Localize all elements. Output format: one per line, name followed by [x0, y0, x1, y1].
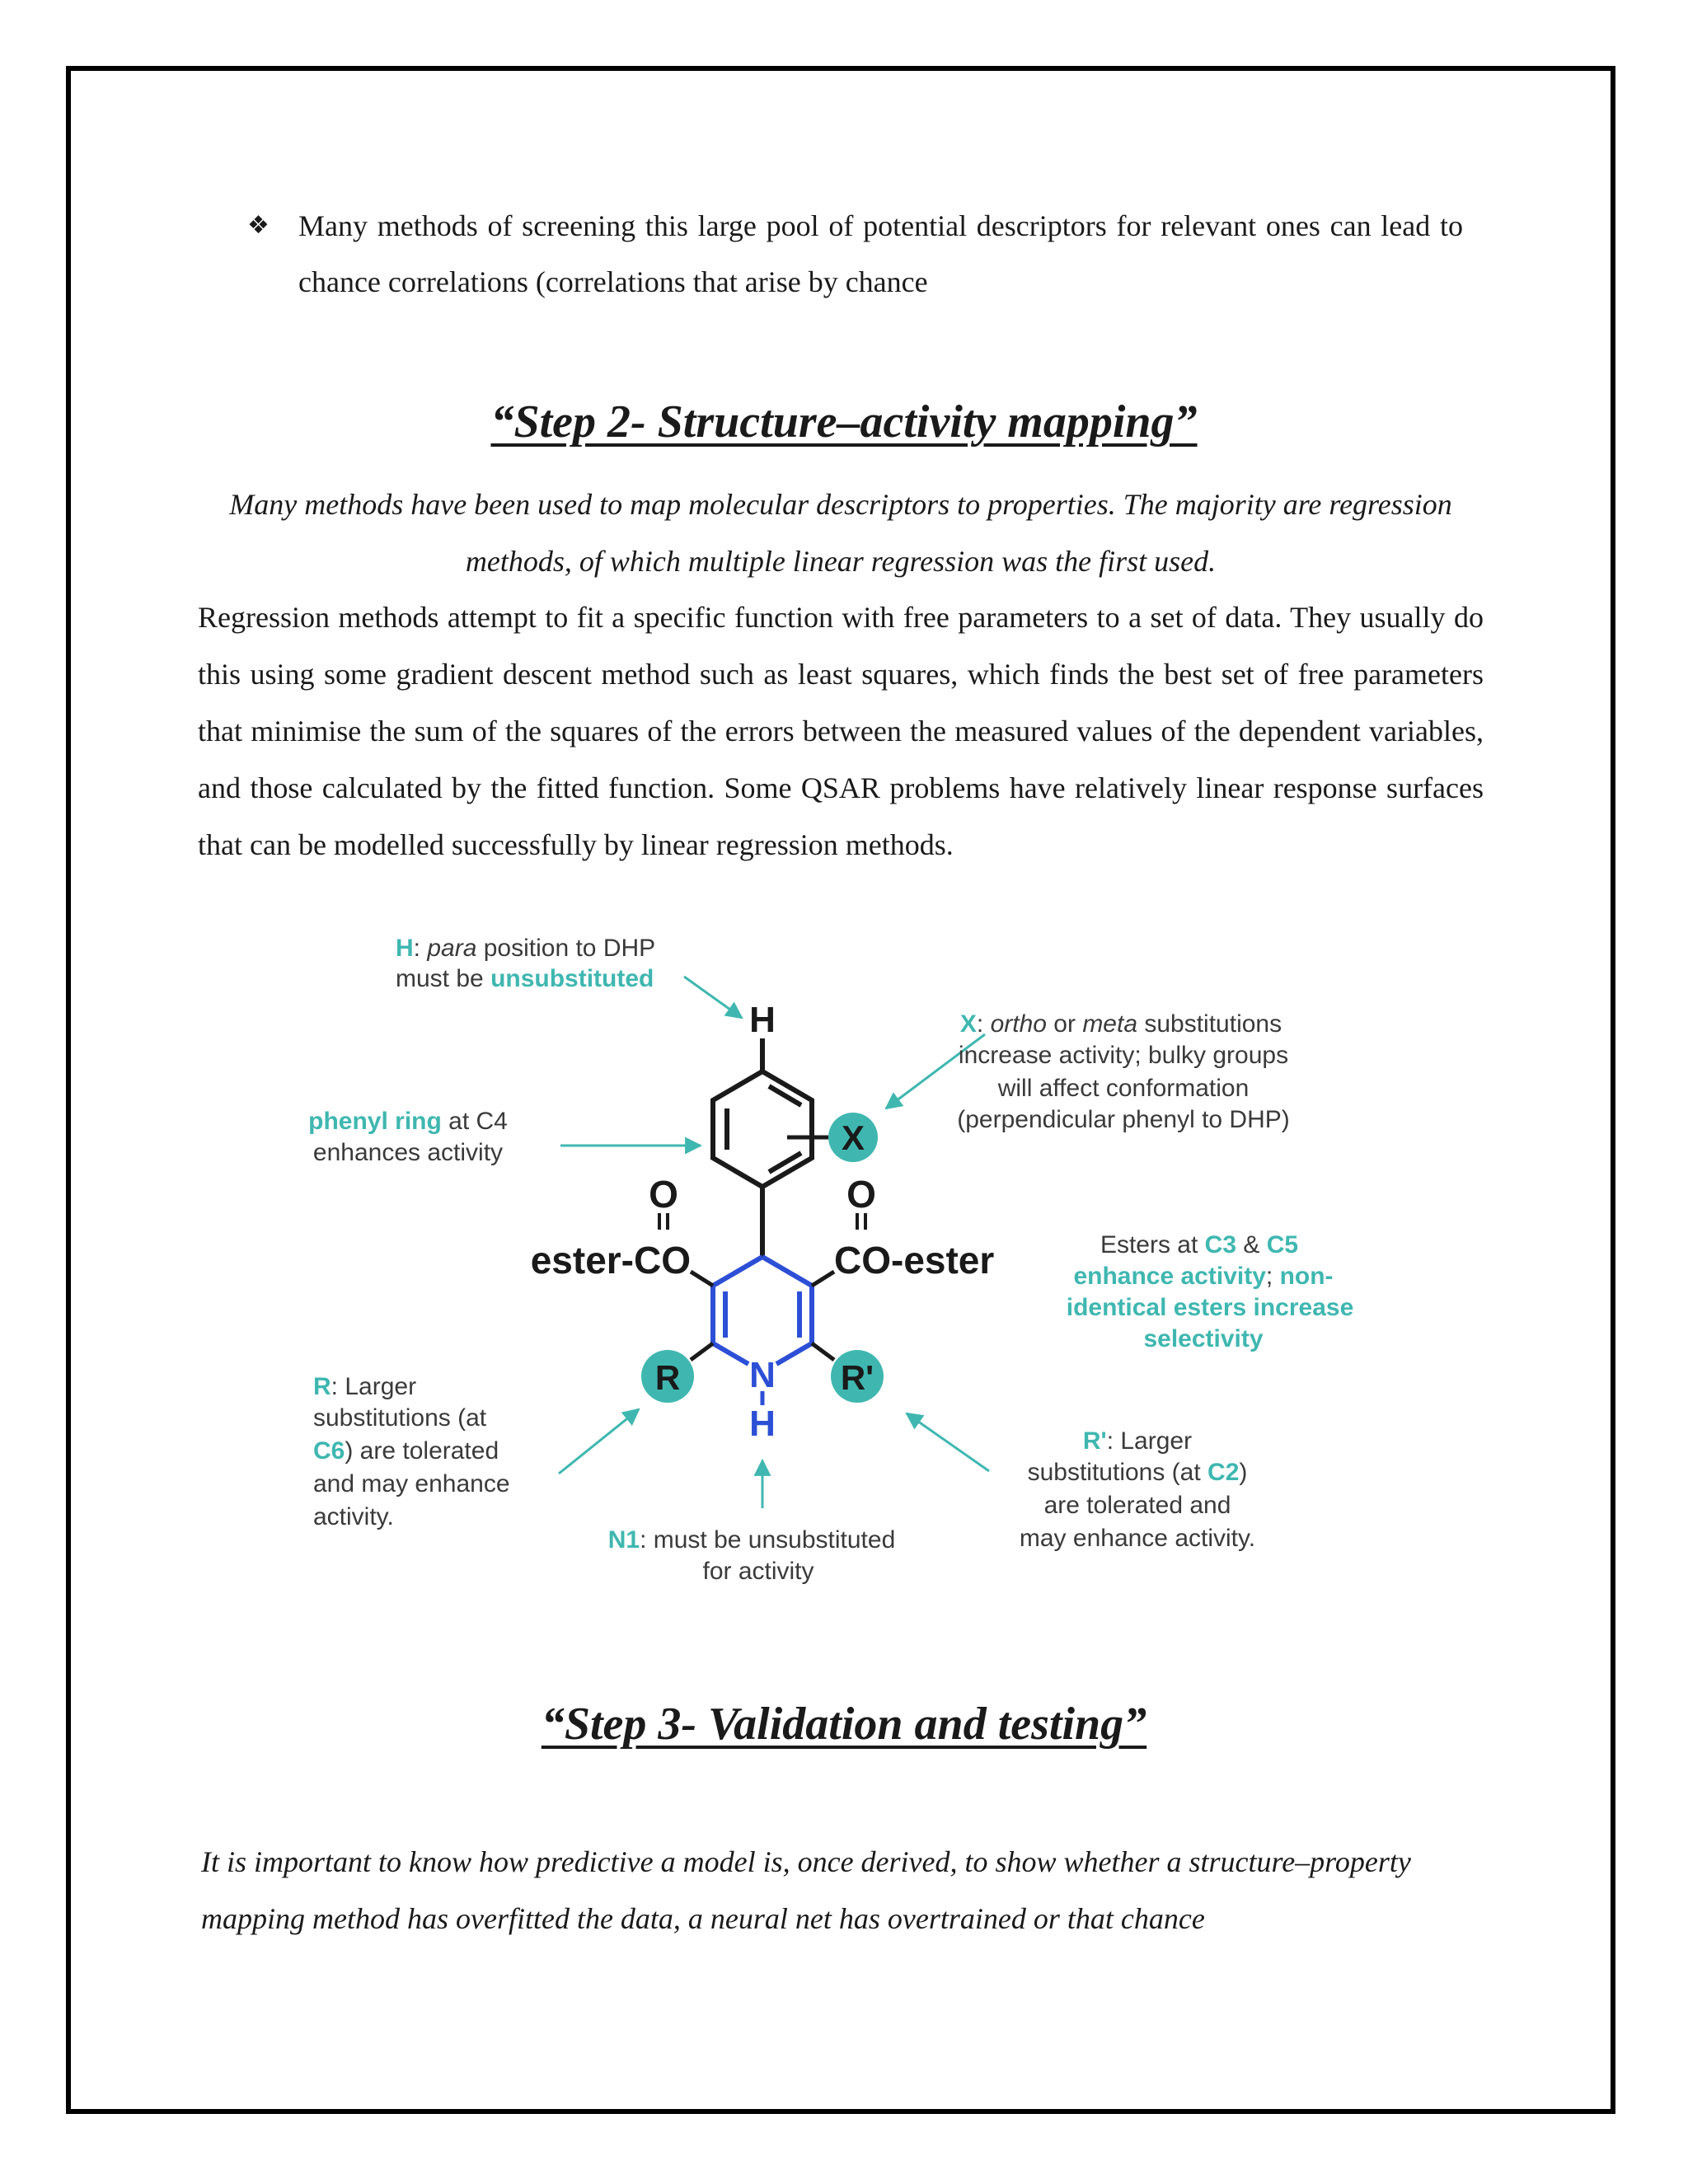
label-esters: Esters at C3 & C5 — [1100, 1231, 1299, 1258]
label-phenyl: phenyl ring at C4 — [308, 1108, 508, 1135]
ester-right-label: CO-ester — [834, 1239, 995, 1282]
diamond-bullet-icon: ❖ — [247, 211, 270, 240]
r-bond — [691, 1343, 713, 1360]
ester-right-bond — [812, 1272, 834, 1286]
label-r-line3: C6) are tolerated — [313, 1437, 499, 1465]
arrow-r — [559, 1409, 639, 1474]
label-x-line3: will affect conformation — [997, 1075, 1250, 1102]
dhp-sar-figure — [297, 931, 1401, 1615]
atom-h-top: H — [749, 1000, 776, 1040]
label-esters-line2: enhance activity; non- — [1073, 1263, 1334, 1290]
step2-paragraph: Regression methods attempt to fit a specific function with free parameters to a set of data. They usually do this using some gradient descent method such as least squares, which finds the best set of free parameters that minimise the sum of the squares of the errors between the measured values of the dependent variables, and those calculated by the fitted function. Some QSAR problems have relatively linear response surfaces that can be modelled successfully by linear regression methods. — [198, 601, 1484, 861]
bullet-item — [247, 198, 1463, 310]
atom-o-right: O — [846, 1173, 876, 1216]
bullet-text: Many methods of screening this large pool of potential descriptors for relevant ones can lead to chance correlations (correlations that arise by chance — [298, 209, 1463, 298]
atom-r: R — [654, 1358, 681, 1397]
arrow-h — [684, 977, 742, 1018]
atom-x: X — [841, 1118, 865, 1157]
arrow-rprime — [907, 1413, 989, 1471]
label-x-line4: (perpendicular phenyl to DHP) — [957, 1106, 1290, 1133]
phenyl-ring — [713, 1071, 812, 1187]
step3-heading: “Step 3- Validation and testing” — [541, 1699, 1147, 1750]
label-x-line2: increase activity; bulky groups — [958, 1042, 1289, 1069]
label-h: H: para position to DHP — [396, 935, 656, 962]
label-rprime: R': Larger — [1082, 1427, 1193, 1455]
atom-rprime: R' — [840, 1358, 874, 1397]
step3-paragraph: It is important to know how predictive a model is, once derived, to show whether a structure–property mapping method has overfitted the data, a neural net has overtrained or that chance — [201, 1845, 1411, 1935]
label-rprime-line3: are tolerated and — [1043, 1492, 1231, 1519]
atom-n: N — [749, 1355, 776, 1395]
ester-left-label: ester-CO — [530, 1239, 691, 1282]
label-esters-line3: identical esters increase — [1066, 1294, 1354, 1321]
dhp-structure-diagram — [297, 931, 1401, 1615]
label-phenyl-line2: enhances activity — [312, 1139, 504, 1166]
atom-o-left: O — [649, 1173, 678, 1216]
label-rprime-line2: substitutions (at C2) — [1027, 1459, 1248, 1486]
label-r-line5: activity. — [313, 1503, 394, 1530]
label-n1: N1: must be unsubstituted — [607, 1526, 896, 1554]
rprime-bond — [812, 1343, 834, 1360]
step2-heading: “Step 2- Structure–activity mapping” — [490, 396, 1198, 448]
label-r-line4: and may enhance — [313, 1470, 510, 1497]
atom-h-n: H — [749, 1404, 776, 1444]
dhp-ring — [713, 1257, 812, 1364]
step2-intro: Many methods have been used to map molecular descriptors to properties. The majority are regression methods, of which multiple linear regression was the first used. — [229, 488, 1452, 578]
ester-left-bond — [691, 1272, 713, 1286]
label-r: R: Larger — [313, 1373, 417, 1400]
label-rprime-line4: may enhance activity. — [1019, 1525, 1256, 1552]
label-r-line2: substitutions (at — [313, 1404, 487, 1432]
label-x: X: ortho or meta substitutions — [959, 1010, 1282, 1038]
label-h-line2: must be unsubstituted — [396, 965, 654, 992]
label-esters-line4: selectivity — [1143, 1325, 1264, 1352]
label-n1-line2: for activity — [702, 1558, 814, 1585]
